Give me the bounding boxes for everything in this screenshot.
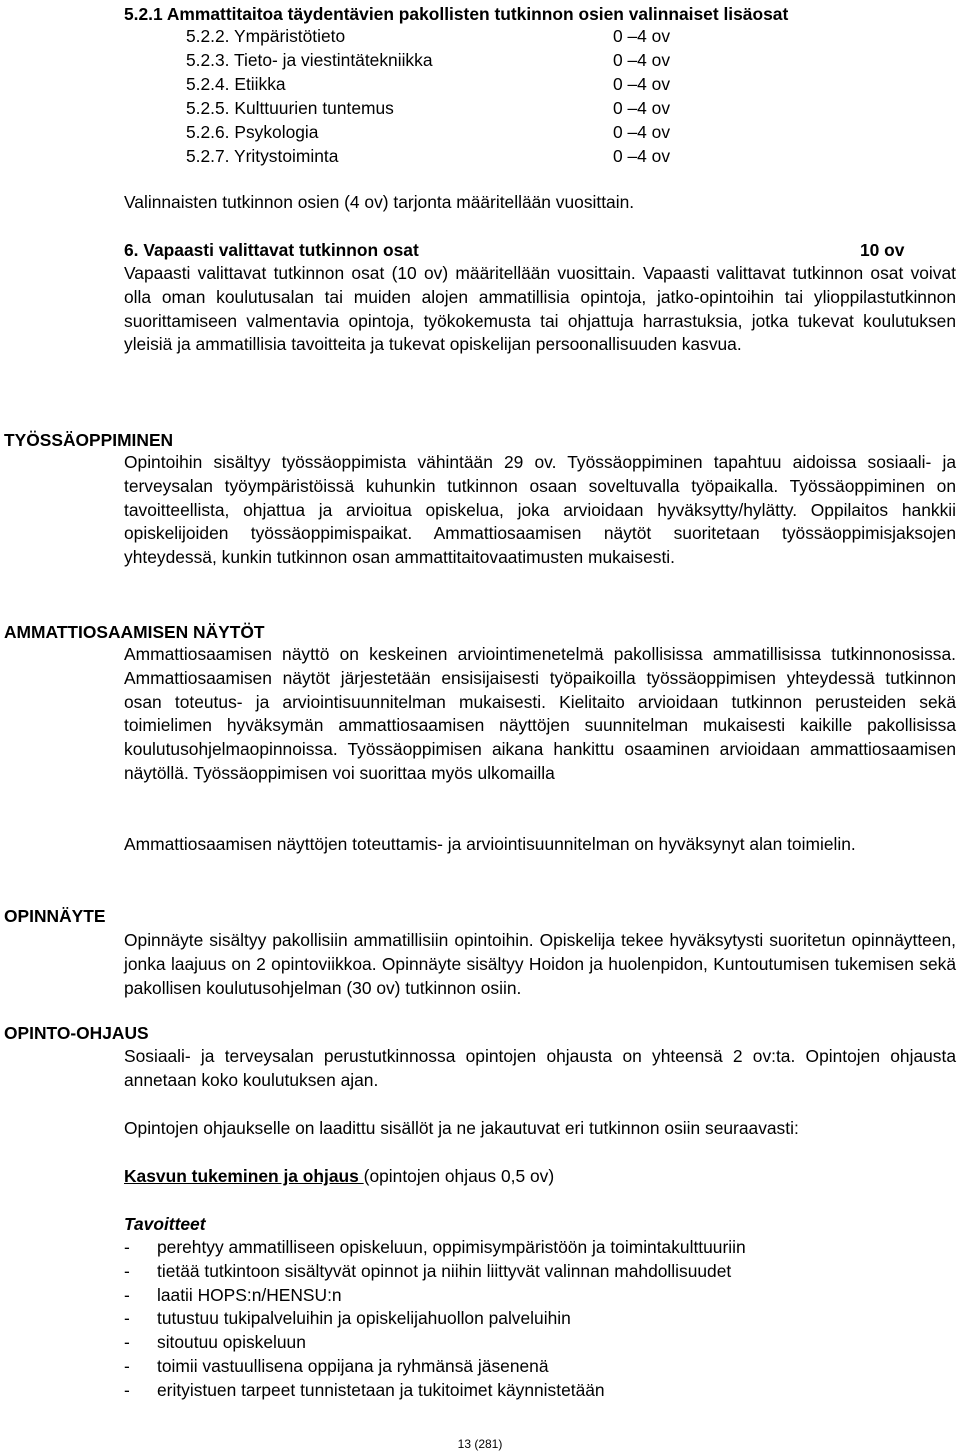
naytot-text-2: Ammattiosaamisen näyttöjen toteuttamis- ja arviointisuunnitelman on hyväksynyt alan toimielin. (124, 834, 856, 854)
module-credits: 0 –4 ov (613, 122, 671, 142)
section-6-credits: 10 ov (860, 240, 905, 260)
optional-modules-note: Valinnaisten tutkinnon osien (4 ov) tarjonta määritellään vuosittain. (124, 192, 635, 212)
dash-bullet: - (124, 1284, 130, 1305)
tyossaoppiminen-text: Opintoihin sisältyy työssäoppimista vähintään 29 ov. Työssäoppiminen tapahtuu aidoissa sosiaali- ja terveysalan työympäristöissä kuhunkin tutkinnon osaan soveltuvalla työpaikalla. Työssäoppiminen on tavoitteellista, ohjattua ja arvioitua opiskelua, joka arvioidaan hyväksytty/hylätty. Oppilaitos hankkii opiskelijoiden työssäoppimispaikat. Ammattiosaamisen näytöt suoritetaan työssäoppimisjaksojen yhteydessä, kunkin tutkinnon osan ammattitaitovaatimusten mukaisesti. (124, 452, 956, 568)
module-credits: 0 –4 ov (613, 50, 671, 70)
goal-text: erityistuen tarpeet tunnistetaan ja tukitoimet käynnistetään (157, 1379, 605, 1400)
dash-bullet: - (124, 1332, 130, 1353)
module-credits: 0 –4 ov (613, 74, 671, 94)
dash-bullet: - (124, 1237, 130, 1257)
subheading-kasvun-tukeminen (124, 1164, 554, 1188)
section-heading-5-2-1: 5.2.1 Ammattitaitoa täydentävien pakollisten tutkinnon osien valinnaiset lisäosat (124, 4, 789, 24)
module-label: 5.2.5. Kulttuurien tuntemus (186, 98, 394, 118)
goals-heading: Tavoitteet (124, 1214, 206, 1234)
heading-ammattiosaamisen-naytot: AMMATTIOSAAMISEN NÄYTÖT (4, 622, 265, 642)
goal-text: perehtyy ammatilliseen opiskeluun, oppimisympäristöön ja toimintakulttuuriin (157, 1237, 746, 1257)
heading-opinto-ohjaus: OPINTO-OHJAUS (4, 1023, 149, 1043)
dash-bullet: - (124, 1308, 130, 1329)
naytot-text-1: Ammattiosaamisen näyttö on keskeinen arviointimenetelmä pakollisissa ammatillisissa tutkinnonosissa. Ammattiosaamisen näytöt järjestetään ensisijaisesti työpaikoilla työssäoppimisen yhteydessä tutkinnon osan toteutus- ja arviointisuunnitelman mukaisesti. Kielitaito arvioidaan tutkinnon perusteiden sekä toimielimen hyväksymän ammattiosaamisen näyttöjen suunnitelman mukaisesti kaikille pakollisissa koulutusohjelmaopinnoissa. Työssäoppimisen aikana hankittu osaaminen arvioidaan ammattiosaamisen näytöllä. Työssäoppimisen voi suorittaa myös ulkomailla (124, 644, 956, 783)
goal-text: toimii vastuullisena oppijana ja ryhmänsä jäsenenä (157, 1355, 549, 1376)
heading-tyossaoppiminen: TYÖSSÄOPPIMINEN (4, 430, 174, 450)
module-credits: 0 –4 ov (613, 26, 671, 46)
goal-text: sitoutuu opiskeluun (157, 1332, 306, 1353)
list-item (124, 1379, 944, 1403)
opinto-ohjaus-text-2: Opintojen ohjaukselle on laadittu sisällöt ja ne jakautuvat eri tutkinnon osiin seuraavasti: (124, 1118, 799, 1138)
subheading-title: Kasvun tukeminen ja ohjaus (124, 1166, 364, 1186)
dash-bullet: - (124, 1355, 130, 1376)
list-item (124, 1260, 944, 1284)
heading-opinnayte: OPINNÄYTE (4, 906, 106, 926)
module-credits: 0 –4 ov (613, 146, 671, 166)
goal-text: laatii HOPS:n/HENSU:n (157, 1284, 342, 1305)
list-item (124, 1355, 944, 1379)
list-item (124, 1284, 944, 1308)
module-label: 5.2.3. Tieto- ja viestintätekniikka (186, 50, 433, 70)
module-credits: 0 –4 ov (613, 98, 671, 118)
dash-bullet: - (124, 1379, 130, 1400)
module-label: 5.2.4. Etiikka (186, 74, 286, 94)
goal-text: tietää tutkintoon sisältyvät opinnot ja niihin liittyvät valinnan mahdollisuudet (157, 1260, 732, 1281)
module-label: 5.2.6. Psykologia (186, 122, 319, 142)
module-label: 5.2.2. Ympäristötieto (186, 26, 346, 46)
opinto-ohjaus-text-1: Sosiaali- ja terveysalan perustutkinnossa opintojen ohjausta on yhteensä 2 ov:ta. Opintojen ohjausta annetaan koko koulutuksen ajan. (124, 1046, 956, 1090)
dash-bullet: - (124, 1260, 130, 1281)
subheading-credits: (opintojen ohjaus 0,5 ov) (363, 1166, 555, 1186)
opinnayte-text: Opinnäyte sisältyy pakollisiin ammatillisiin opintoihin. Opiskelija tekee hyväksytysti suoritetun opinnäytteen, jonka laajuus on 2 opintoviikkoa. Opinnäyte sisältyy Hoidon ja huolenpidon, Kuntoutumisen tukemisen sekä pakollisen koulutusohjelman (30 ov) tutkinnon osiin. (124, 930, 956, 998)
section-heading-6: 6. Vapaasti valittavat tutkinnon osat (124, 240, 419, 260)
module-label: 5.2.7. Yritystoiminta (186, 146, 339, 166)
goals-list (124, 1236, 944, 1403)
list-item (124, 1331, 944, 1355)
list-item (124, 1236, 944, 1260)
page-number: 13 (281) (457, 1437, 503, 1451)
list-item (124, 1307, 944, 1331)
goal-text: tutustuu tukipalveluihin ja opiskelijahuollon palveluihin (157, 1308, 571, 1329)
section-6-text: Vapaasti valittavat tutkinnon osat (10 ov) määritellään vuosittain. Vapaasti valittavat tutkinnon osat voivat olla oman koulutusalan tai muiden alojen ammatillisia opintoja, jatko-opintoihin tai ylioppilastutkinnon suorittamiseen valmentavia opintoja, työkokemusta tai ohjattuja harrastuksia, jotka tukevat koulutuksen yleisiä ja ammatillisia tavoitteita ja tukevat opiskelijan persoonallisuuden kasvua. (124, 263, 956, 355)
